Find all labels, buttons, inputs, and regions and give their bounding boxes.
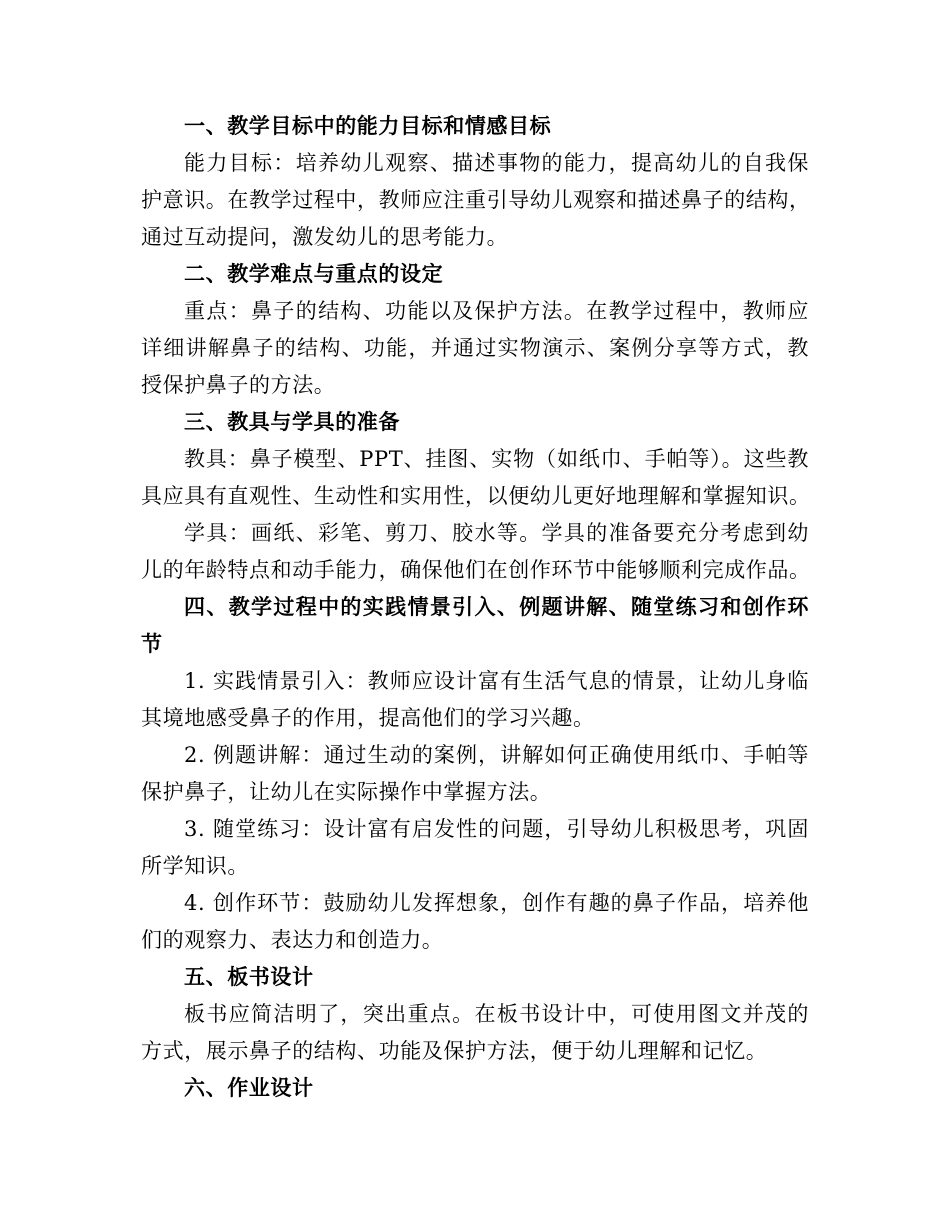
list-item-4-continued: 们的观察力、表达力和创造力。 — [141, 928, 444, 952]
section5-paragraph-line: 板书应简洁明了，突出重点。在板书设计中，可使用图文并茂的 — [184, 1002, 809, 1026]
document-body — [141, 108, 809, 1107]
section1-paragraph-line: 通过互动提问，激发幼儿的思考能力。 — [141, 225, 509, 249]
section2-heading: 二、教学难点与重点的设定 — [184, 262, 444, 286]
section1-paragraph-line: 能力目标：培养幼儿观察、描述事物的能力，提高幼儿的自我保 — [184, 151, 809, 175]
section4-heading: 四、教学过程中的实践情景引入、例题讲解、随堂练习和创作环 — [184, 595, 809, 619]
section1-heading: 一、教学目标中的能力目标和情感目标 — [184, 114, 552, 138]
list-item-1-continued: 其境地感受鼻子的作用，提高他们的学习兴趣。 — [141, 706, 595, 730]
teaching-tools-line: 具应具有直观性、生动性和实用性，以便幼儿更好地理解和掌握知识。 — [141, 484, 811, 508]
section4-heading-continued: 节 — [141, 632, 163, 656]
teaching-tools-line: 教具：鼻子模型、PPT、挂图、实物（如纸巾、手帕等）。这些教 — [184, 447, 809, 471]
section6-heading: 六、作业设计 — [184, 1076, 314, 1100]
section1-paragraph-line: 护意识。在教学过程中，教师应注重引导幼儿观察和描述鼻子的结构， — [141, 188, 811, 212]
section2-paragraph-line: 详细讲解鼻子的结构、功能，并通过实物演示、案例分享等方式，教 — [141, 336, 809, 360]
list-item-3: 3. 随堂练习：设计富有启发性的问题，引导幼儿积极思考，巩固 — [184, 817, 809, 841]
section5-paragraph-line: 方式，展示鼻子的结构、功能及保护方法，便于幼儿理解和记忆。 — [141, 1039, 768, 1063]
section5-heading: 五、板书设计 — [184, 965, 314, 989]
section2-paragraph-line: 授保护鼻子的方法。 — [141, 373, 336, 397]
list-item-3-continued: 所学知识。 — [141, 854, 249, 878]
list-item-2-continued: 保护鼻子，让幼儿在实际操作中掌握方法。 — [141, 780, 552, 804]
section2-paragraph-line: 重点：鼻子的结构、功能以及保护方法。在教学过程中，教师应 — [184, 299, 809, 323]
section3-heading: 三、教具与学具的准备 — [184, 410, 400, 434]
learning-tools-line: 儿的年龄特点和动手能力，确保他们在创作环节中能够顺利完成作品。 — [141, 558, 811, 582]
learning-tools-line: 学具：画纸、彩笔、剪刀、胶水等。学具的准备要充分考虑到幼 — [184, 521, 809, 545]
list-item-2: 2. 例题讲解：通过生动的案例，讲解如何正确使用纸巾、手帕等 — [184, 743, 809, 767]
list-item-1: 1. 实践情景引入：教师应设计富有生活气息的情景，让幼儿身临 — [184, 669, 809, 693]
list-item-4: 4. 创作环节：鼓励幼儿发挥想象，创作有趣的鼻子作品，培养他 — [184, 891, 809, 915]
